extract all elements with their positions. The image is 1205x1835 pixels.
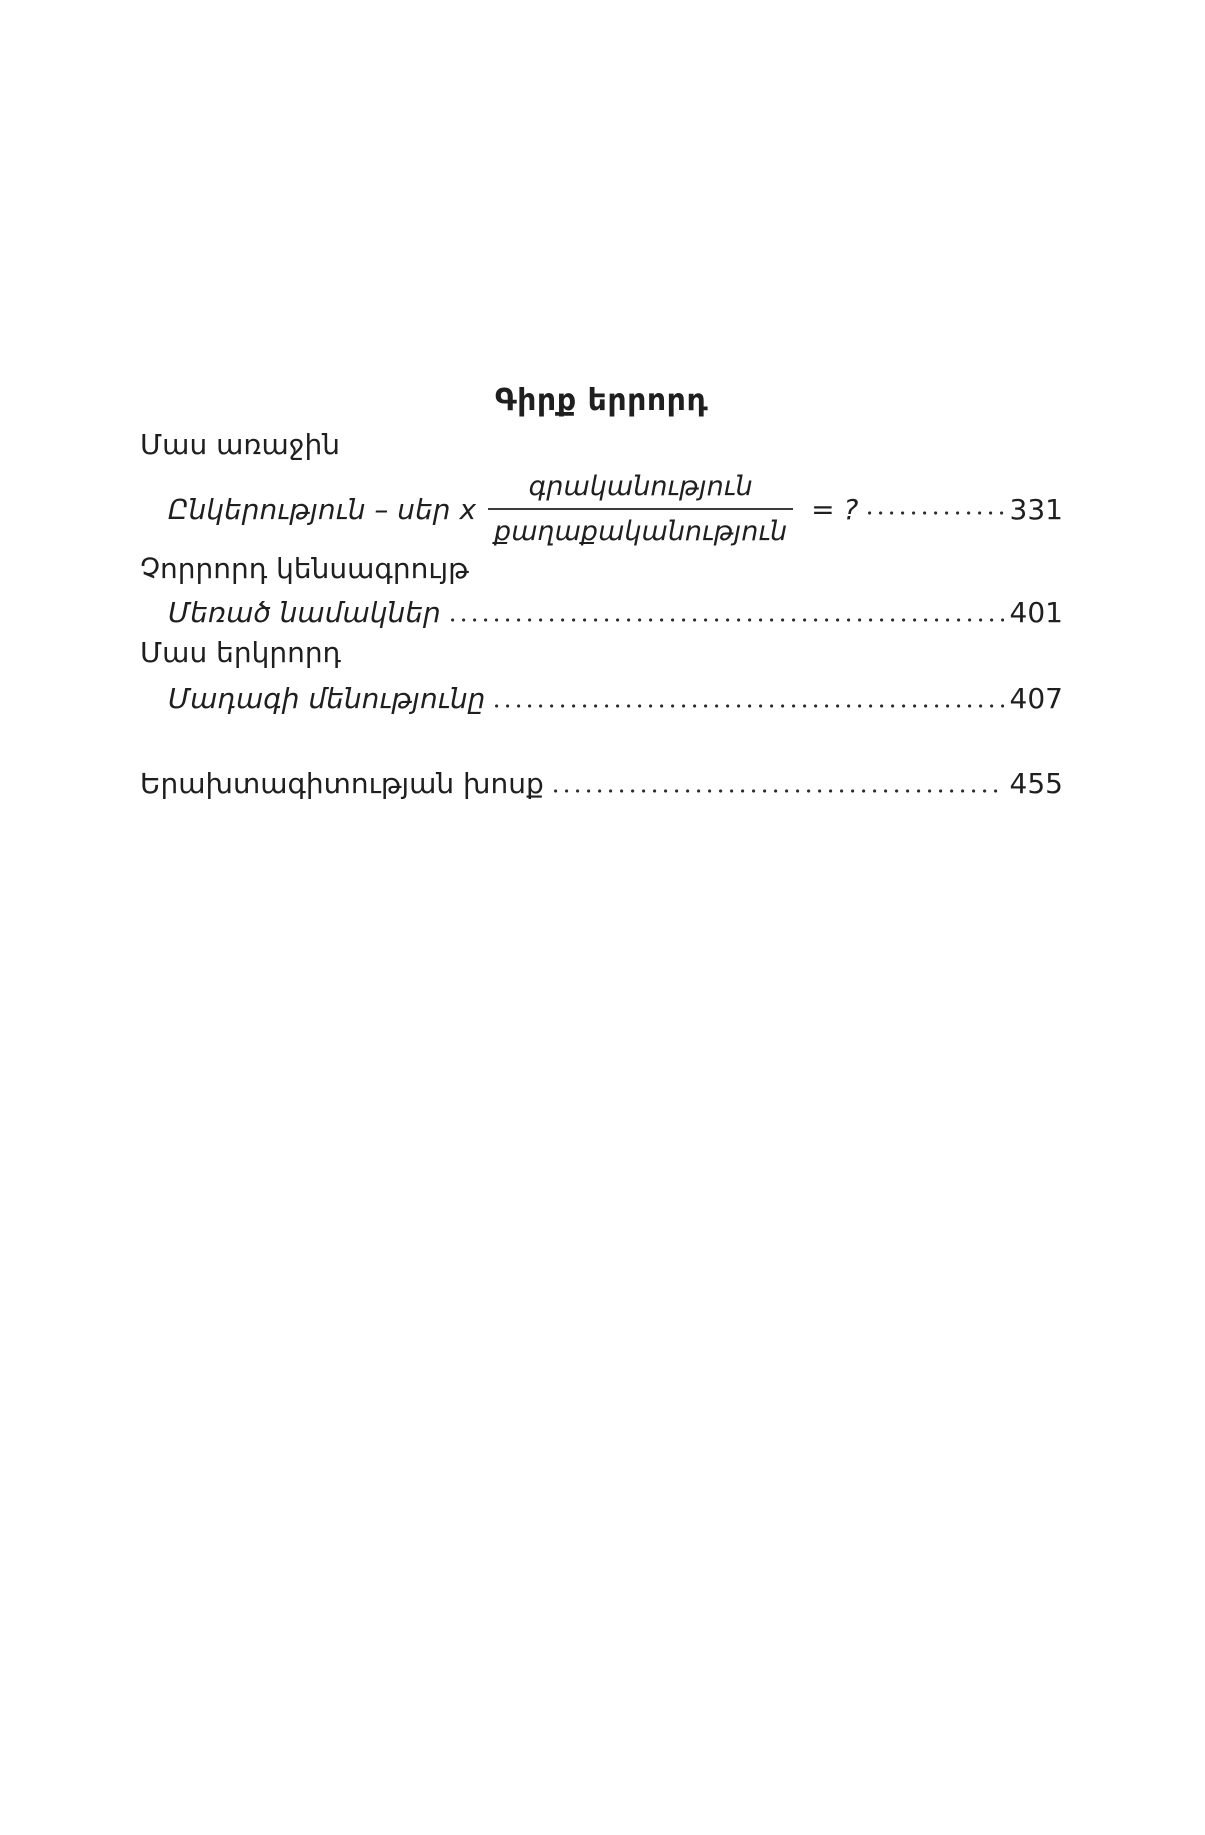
page-number: 401: [1009, 596, 1063, 629]
page-number: 407: [1009, 682, 1063, 715]
fraction: [488, 471, 793, 548]
formula-equals: = ?: [811, 492, 859, 526]
toc-entry: [168, 596, 1063, 630]
entry-label: Մադագի մենությունը: [168, 682, 486, 715]
page-title: Գիրք երրորդ: [494, 383, 709, 418]
entry-label: Երախտագիտության խոսք: [140, 767, 544, 800]
entry-label: Մեռած նամակներ: [168, 596, 441, 629]
dot-leader: [554, 789, 1004, 793]
toc-entry: [168, 682, 1063, 716]
page-number: 455: [1009, 767, 1063, 800]
fraction-denominator: քաղաքականություն: [494, 516, 788, 547]
section-heading-part2: Մաս երկրորդ: [140, 636, 342, 669]
formula-prefix: Ընկերություն – սեր x: [168, 492, 477, 526]
page-number: 331: [1009, 492, 1063, 526]
toc-entry-formula: [168, 471, 1063, 548]
toc-entry-acknowledgements: [140, 767, 1063, 801]
fraction-numerator: գրականություն: [488, 471, 793, 510]
dot-leader: [451, 618, 1004, 622]
section-heading-biography: Չորրորդ կենսագրույթ: [140, 552, 469, 585]
section-heading-part1: Մաս առաջին: [140, 428, 340, 461]
dot-leader: [868, 511, 1003, 515]
dot-leader: [495, 704, 1003, 708]
